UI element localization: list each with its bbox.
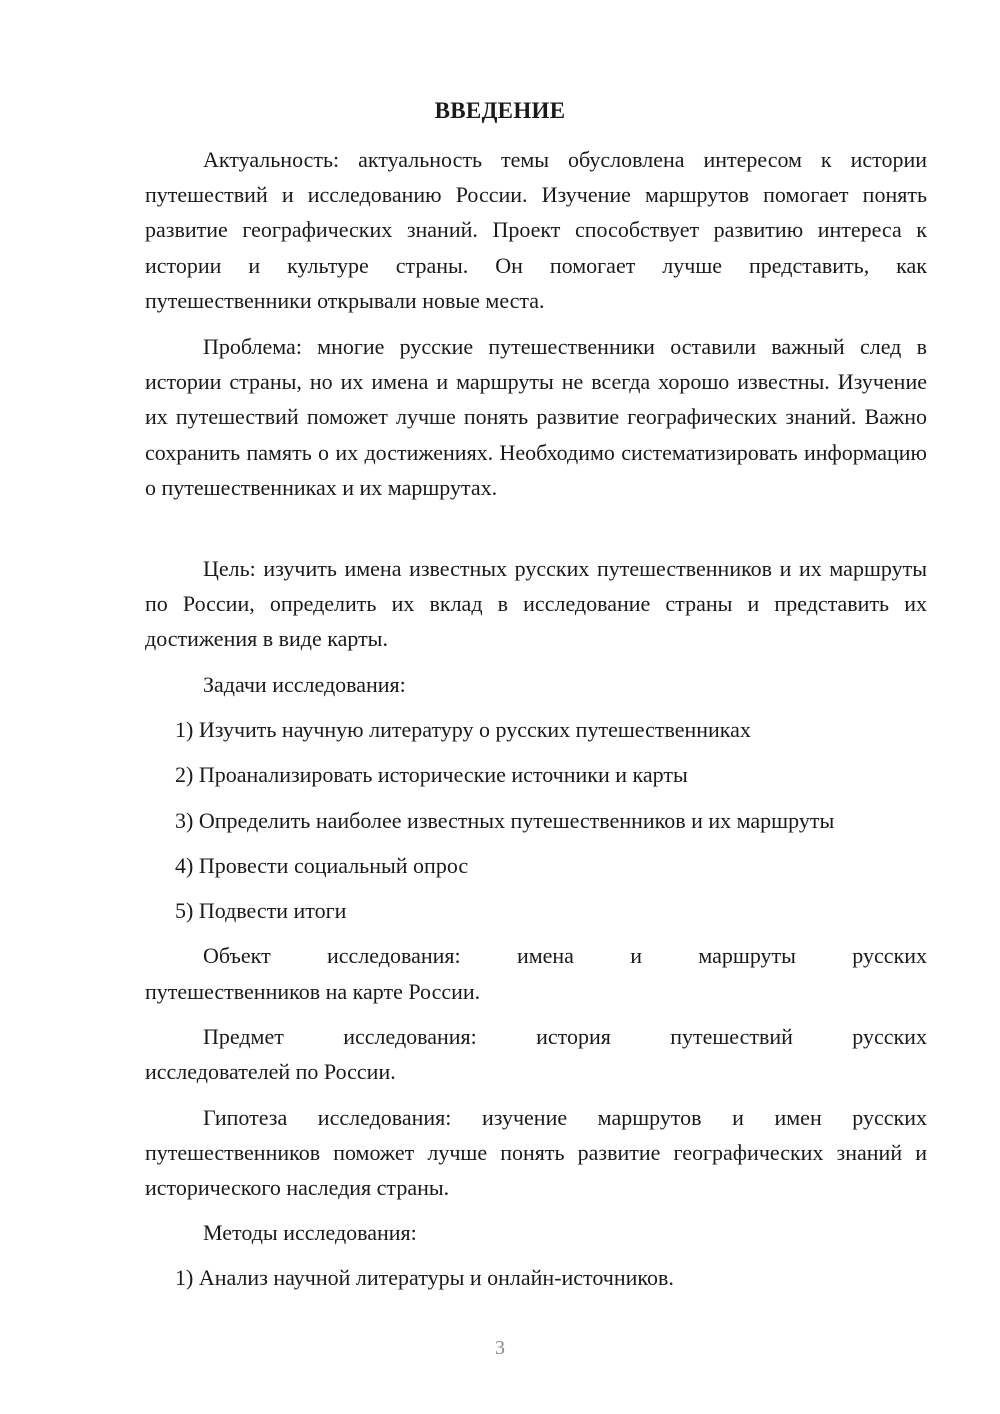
- relevance-paragraph: Актуальность: актуальность темы обусловлена интересом к истории путешествий и исследованию России. Изучение маршрутов помогает понять развитие географических знаний. Проект способствует развитию интереса к истории и культуре страны. Он помогает лучше представить, как путешественники открывали новые места.: [145, 147, 927, 313]
- object-word: и: [630, 943, 643, 968]
- subject-word: Предмет: [203, 1024, 284, 1049]
- problem-paragraph: Проблема: многие русские путешественники оставили важный след в истории страны, но их имена и маршруты не всегда хорошо известны. Изучение их путешествий поможет лучше понять развитие географических знаний. Важно сохранить память о их достижениях. Необходимо систематизировать информацию о путешественниках и их маршрутах.: [145, 334, 927, 500]
- tasks-heading: Задачи исследования:: [203, 672, 406, 697]
- method-item: 1) Анализ научной литературы и онлайн-источников.: [175, 1265, 674, 1290]
- subject-word: история: [536, 1024, 611, 1049]
- subject-line-continued: исследователей по России.: [145, 1059, 396, 1084]
- subject-word: путешествий: [670, 1024, 793, 1049]
- object-word: русских: [852, 943, 927, 968]
- object-word: Объект: [203, 943, 271, 968]
- task-item: 4) Провести социальный опрос: [175, 853, 469, 878]
- section-title: ВВЕДЕНИЕ: [434, 98, 566, 123]
- object-word: маршруты: [698, 943, 796, 968]
- task-item: 2) Проанализировать исторические источники и карты: [175, 762, 688, 787]
- object-line: [145, 941, 927, 971]
- methods-heading: Методы исследования:: [203, 1220, 417, 1245]
- hypothesis-paragraph: Гипотеза исследования: изучение маршрутов и имен русских путешественников поможет лучше понять развитие географических знаний и исторического наследия страны.: [145, 1105, 927, 1201]
- subject-word: исследования:: [343, 1024, 477, 1049]
- subject-line: [145, 1022, 927, 1052]
- goal-paragraph: Цель: изучить имена известных русских путешественников и их маршруты по России, определить их вклад в исследование страны и представить их достижения в виде карты.: [145, 556, 927, 652]
- page-number: 3: [495, 1337, 505, 1359]
- task-item: 3) Определить наиболее известных путешественников и их маршруты: [175, 808, 835, 833]
- object-line-continued: путешественников на карте России.: [145, 979, 481, 1004]
- subject-word: русских: [852, 1024, 927, 1049]
- object-word: имена: [516, 943, 574, 968]
- object-word: исследования:: [327, 943, 461, 968]
- task-item: 1) Изучить научную литературу о русских путешественниках: [175, 717, 751, 742]
- task-item: 5) Подвести итоги: [175, 898, 347, 923]
